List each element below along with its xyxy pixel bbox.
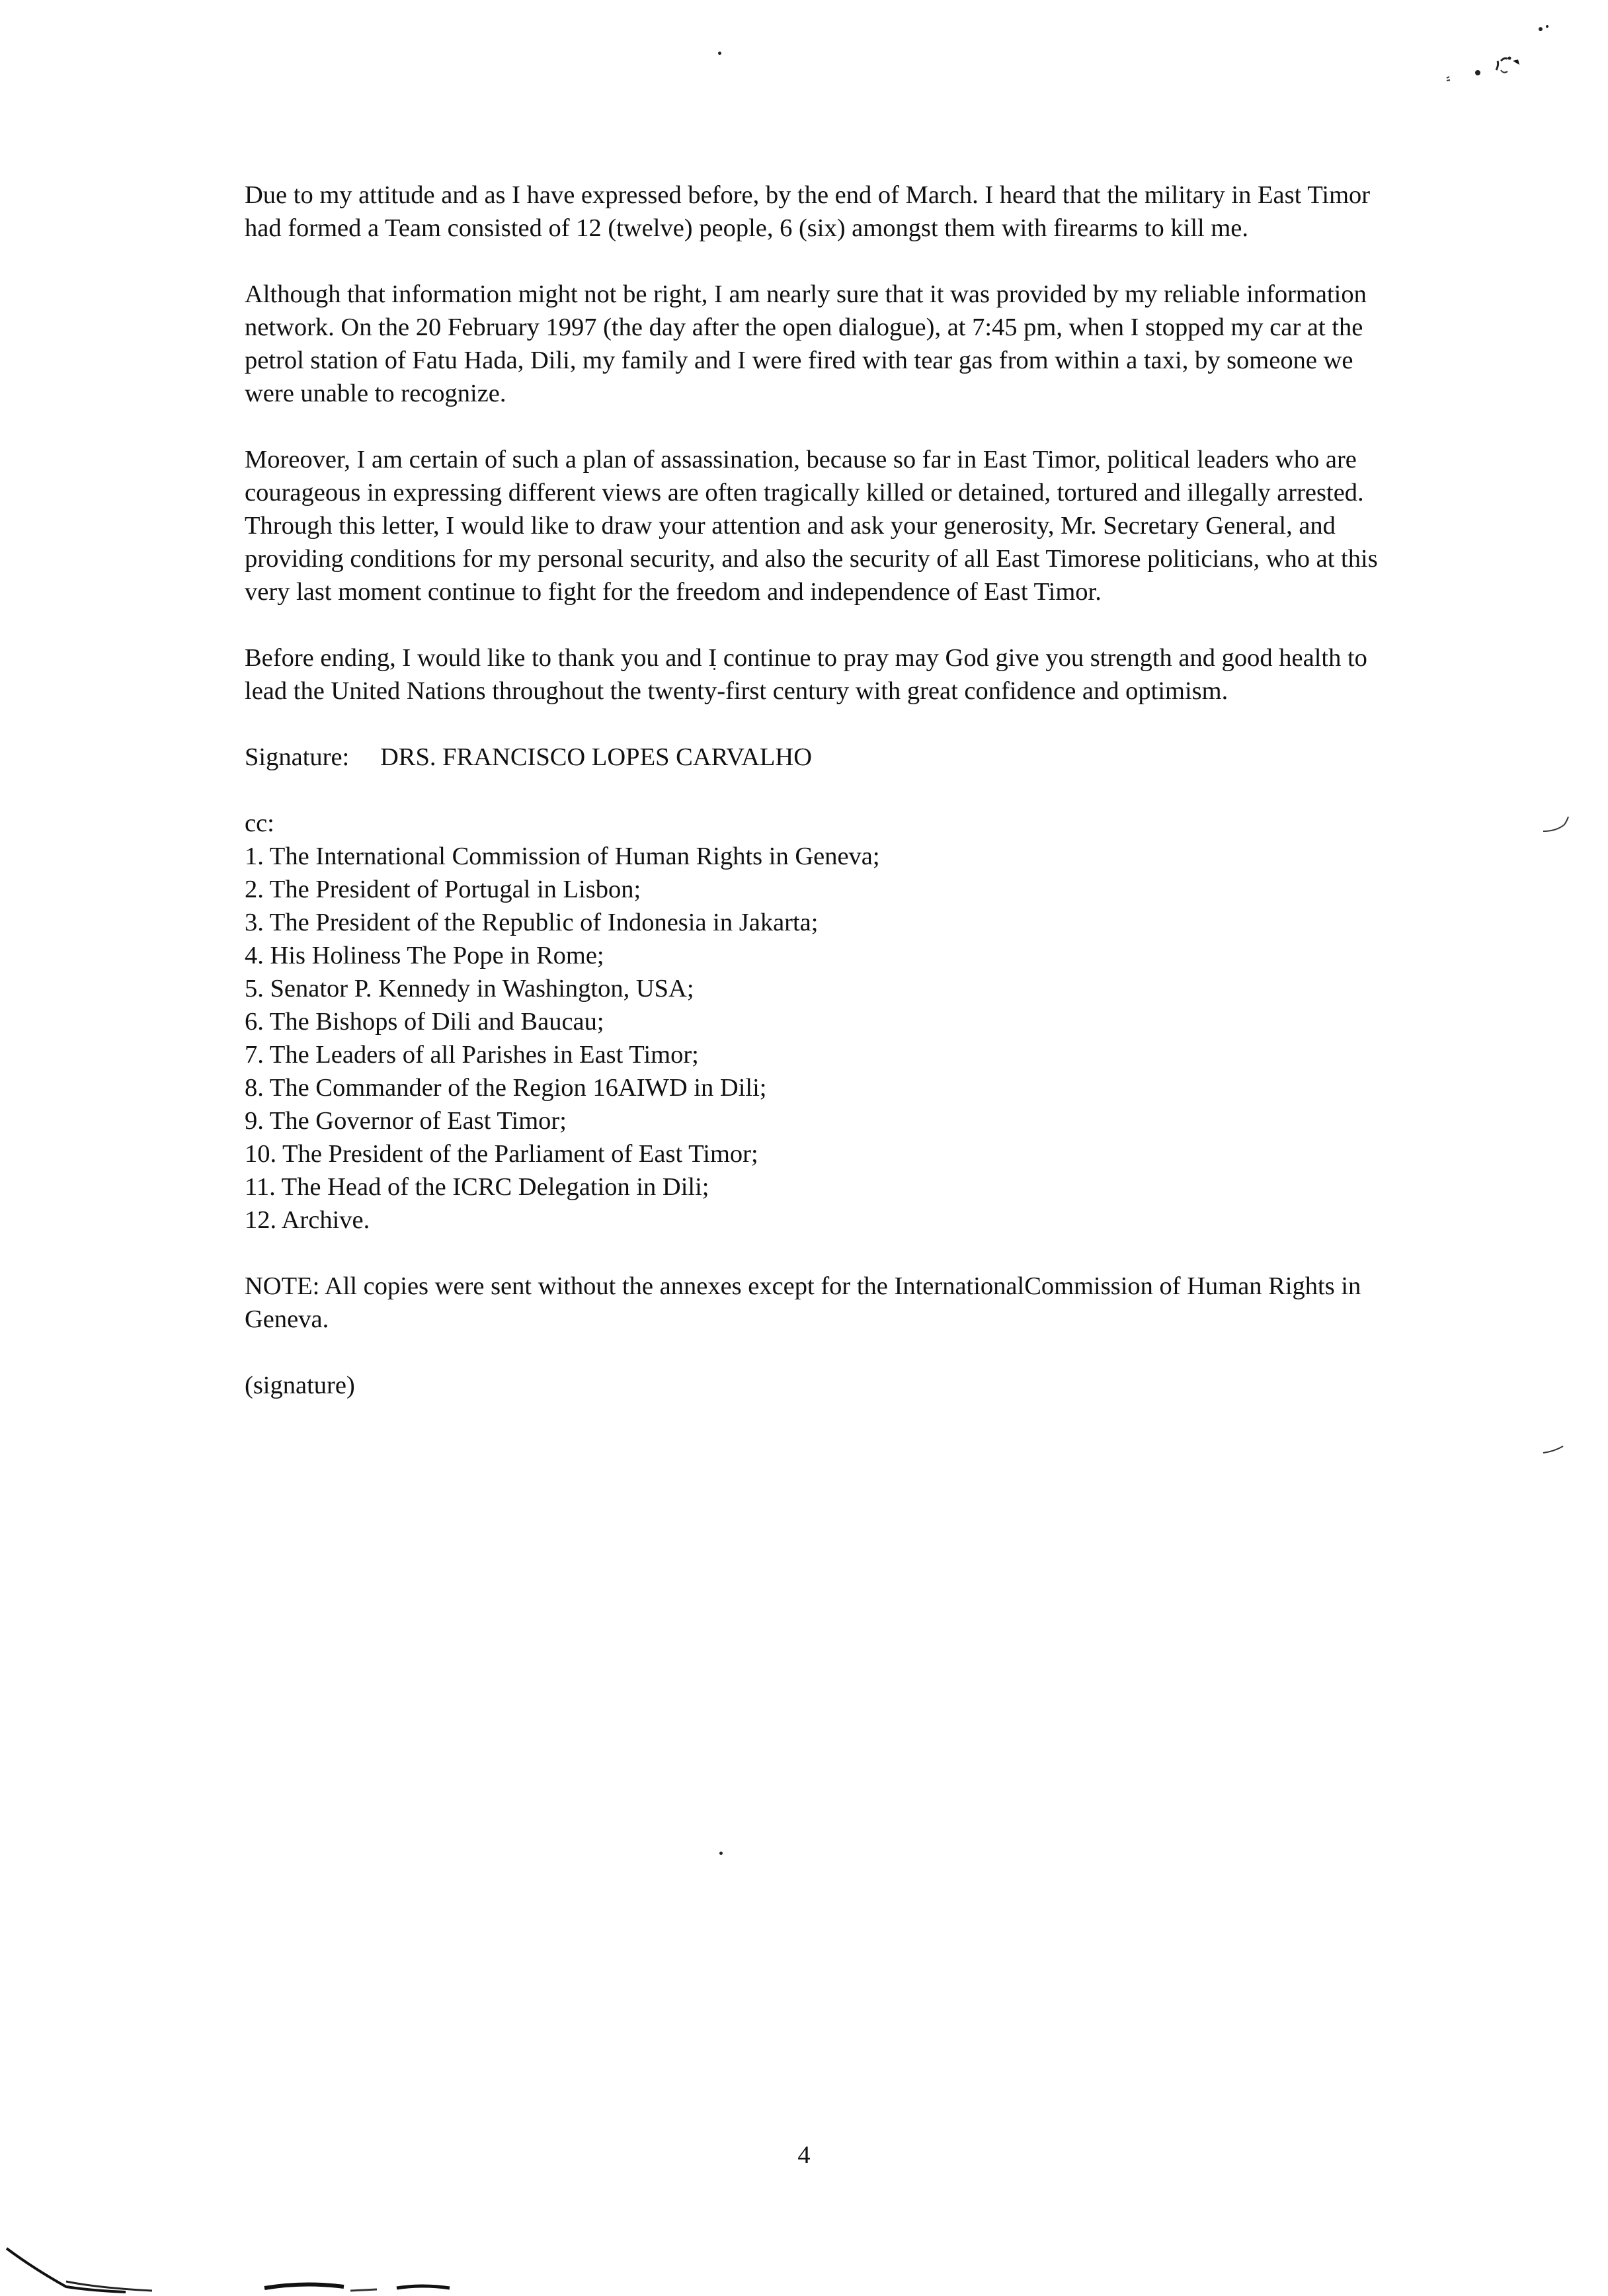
scan-speck (719, 1852, 723, 1855)
scan-mark-top-right (1441, 20, 1560, 93)
scan-mark-right-2 (1541, 1438, 1580, 1458)
cc-item: 9. The Governor of East Timor; (245, 1107, 567, 1135)
cc-item: 8. The Commander of the Region 16AIWD in Dili; (245, 1074, 767, 1102)
paragraph: Moreover, I am certain of such a plan of assassination, because so far in East Timor, political leaders who are courageous in expressing different views are often tragically killed or detained, tortured and illegally arrested. Through this letter, I would like to draw your attention and ask your generosity, Mr. Secretary General, and providing conditions for my personal security, and also the security of all East Timorese politicians, who at this very last moment continue to fight for the freedom and independence of East Timor. (245, 446, 1378, 606)
cc-item: 3. The President of the Republic of Indonesia in Jakarta; (245, 909, 819, 936)
cc-item: 2. The President of Portugal in Lisbon; (245, 876, 641, 903)
note-paragraph: NOTE: All copies were sent without the annexes except for the InternationalCommission of Human Rights in Geneva. (245, 1272, 1361, 1333)
cc-label: cc: (245, 809, 274, 837)
scan-mark-bottom-left (0, 2235, 463, 2296)
paragraph: Although that information might not be right, I am nearly sure that it was provided by my reliable information network. On the 20 February 1997 (the day after the open dialogue), at 7:45 pm, when I stopped my car at the petrol station of Fatu Hada, Dili, my family and I were fired with tear gas from within a taxi, by someone we were unable to recognize. (245, 280, 1367, 407)
scan-speck (718, 52, 721, 55)
cc-block (245, 807, 1402, 1237)
closing-signature: (signature) (245, 1372, 355, 1399)
letter-body (245, 179, 1402, 1435)
cc-item: 10. The President of the Parliament of East Timor; (245, 1140, 758, 1168)
cc-item: 12. Archive. (245, 1206, 370, 1234)
cc-item: 4. His Holiness The Pope in Rome; (245, 942, 604, 969)
scan-mark-right-1 (1541, 803, 1580, 837)
cc-item: 6. The Bishops of Dili and Baucau; (245, 1008, 604, 1036)
page-number: 4 (797, 2141, 811, 2169)
signature-line (245, 741, 1402, 774)
paragraph: Before ending, I would like to thank you and I continue to pray may God give you strength and good health to lead the United Nations throughout the twenty-first century with great confidence and optimism. (245, 644, 1367, 705)
cc-list (245, 840, 1402, 1237)
signature-label: Signature: (245, 743, 350, 771)
signature-name: DRS. FRANCISCO LOPES CARVALHO (380, 743, 812, 771)
cc-item: 7. The Leaders of all Parishes in East Timor; (245, 1041, 699, 1069)
cc-item: 11. The Head of the ICRC Delegation in Dili; (245, 1173, 709, 1201)
cc-item: 1. The International Commission of Human Rights in Geneva; (245, 842, 880, 870)
paragraph: Due to my attitude and as I have expressed before, by the end of March. I heard that the military in East Timor had formed a Team consisted of 12 (twelve) people, 6 (six) amongst them with firearms to kill me. (245, 181, 1371, 242)
cc-item: 5. Senator P. Kennedy in Washington, USA; (245, 975, 694, 1003)
